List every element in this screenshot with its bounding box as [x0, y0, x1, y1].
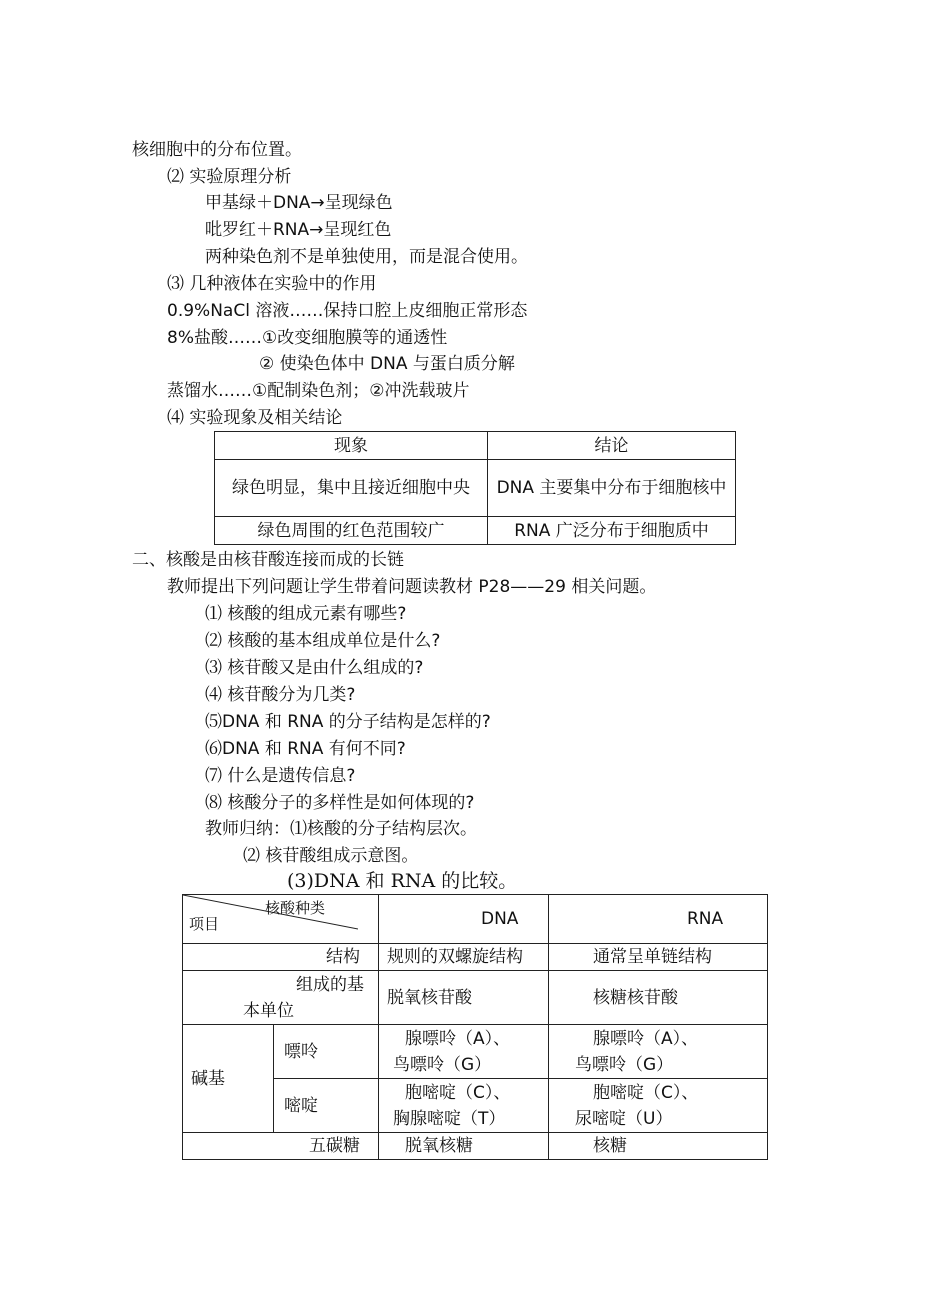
table-cell: DNA 主要集中分布于细胞核中	[488, 460, 736, 517]
question-item: ⑶ 核苷酸又是由什么组成的?	[205, 658, 424, 678]
cell-line: 腺嘌呤（A）、	[593, 1028, 699, 1049]
cell-line: 胞嘧啶（C）、	[593, 1082, 699, 1103]
text-line: 核细胞中的分布位置。	[132, 140, 302, 160]
column-header-dna: DNA	[379, 895, 549, 944]
column-header-rna: RNA	[549, 895, 768, 944]
question-item: ⑴ 核酸的组成元素有哪些?	[205, 604, 407, 624]
row-label-unit-line1: 组成的基	[296, 974, 364, 995]
row-label-pyrimidine: 嘧啶	[274, 1079, 379, 1133]
table-cell	[379, 1079, 549, 1133]
text-line: 甲基绿＋DNA→呈现绿色	[205, 193, 393, 213]
dna-rna-comparison-table	[182, 894, 768, 1160]
text-line: 蒸馏水……①配制染色剂；②冲洗载玻片	[167, 381, 470, 401]
row-label-base: 碱基	[183, 1025, 274, 1133]
table-cell: 绿色明显，集中且接近细胞中央	[215, 460, 488, 517]
table-cell: RNA 广泛分布于细胞质中	[488, 517, 736, 545]
text-line: ⑵ 核苷酸组成示意图。	[243, 846, 419, 866]
table-cell: 核糖	[549, 1133, 768, 1160]
row-label-unit-line2: 本单位	[243, 1000, 294, 1021]
table-cell: 脱氧核糖	[379, 1133, 549, 1160]
table-caption: (3)DNA 和 RNA 的比较。	[287, 870, 518, 892]
text-line: 0.9%NaCl 溶液……保持口腔上皮细胞正常形态	[167, 301, 528, 321]
table-cell: 规则的双螺旋结构	[379, 944, 549, 971]
table-cell	[379, 1025, 549, 1079]
subheading-principle: ⑵ 实验原理分析	[167, 167, 292, 187]
text-line: 教师归纳：⑴核酸的分子结构层次。	[205, 819, 477, 839]
diagonal-header-top: 核酸种类	[265, 899, 326, 917]
table-cell: 核糖核苷酸	[549, 971, 768, 1025]
text-line: 教师提出下列问题让学生带着问题读教材 P28——29 相关问题。	[167, 577, 657, 597]
cell-line: 腺嘌呤（A）、	[405, 1028, 511, 1049]
row-label-structure: 结构	[183, 944, 379, 971]
row-label-sugar: 五碳糖	[183, 1133, 379, 1160]
text-line: 8%盐酸……①改变细胞膜等的通透性	[167, 328, 448, 348]
row-label-unit	[183, 971, 379, 1025]
text-line: 吡罗红＋RNA→呈现红色	[205, 220, 392, 240]
table-header: 现象	[215, 432, 488, 460]
text-line: ② 使染色体中 DNA 与蛋白质分解	[259, 354, 515, 374]
question-item: ⑹DNA 和 RNA 有何不同?	[205, 739, 406, 759]
subheading-liquids: ⑶ 几种液体在实验中的作用	[167, 274, 377, 294]
subheading-results: ⑷ 实验现象及相关结论	[167, 408, 343, 428]
row-label-purine: 嘌呤	[274, 1025, 379, 1079]
question-item: ⑵ 核酸的基本组成单位是什么?	[205, 631, 441, 651]
cell-line: 鸟嘌呤（G）	[575, 1054, 674, 1075]
diagonal-header-bottom: 项目	[189, 915, 220, 933]
table-cell	[549, 1025, 768, 1079]
table-cell: 绿色周围的红色范围较广	[215, 517, 488, 545]
table-cell	[549, 1079, 768, 1133]
section-heading: 二、核酸是由核苷酸连接而成的长链	[132, 550, 404, 570]
cell-line: 鸟嘌呤（G）	[393, 1054, 492, 1075]
cell-line: 尿嘧啶（U）	[575, 1108, 673, 1129]
text-line: 两种染色剂不是单独使用，而是混合使用。	[205, 247, 528, 267]
question-item: ⑻ 核酸分子的多样性是如何体现的?	[205, 793, 475, 813]
diagonal-header-cell	[183, 895, 379, 944]
cell-line: 胸腺嘧啶（T）	[393, 1108, 506, 1129]
cell-line: 胞嘧啶（C）、	[405, 1082, 511, 1103]
question-item: ⑷ 核苷酸分为几类?	[205, 685, 356, 705]
table-cell: 通常呈单链结构	[549, 944, 768, 971]
question-item: ⑺ 什么是遗传信息?	[205, 766, 356, 786]
question-item: ⑸DNA 和 RNA 的分子结构是怎样的?	[205, 712, 491, 732]
phenomenon-conclusion-table	[214, 431, 736, 545]
table-cell: 脱氧核苷酸	[379, 971, 549, 1025]
table-header: 结论	[488, 432, 736, 460]
